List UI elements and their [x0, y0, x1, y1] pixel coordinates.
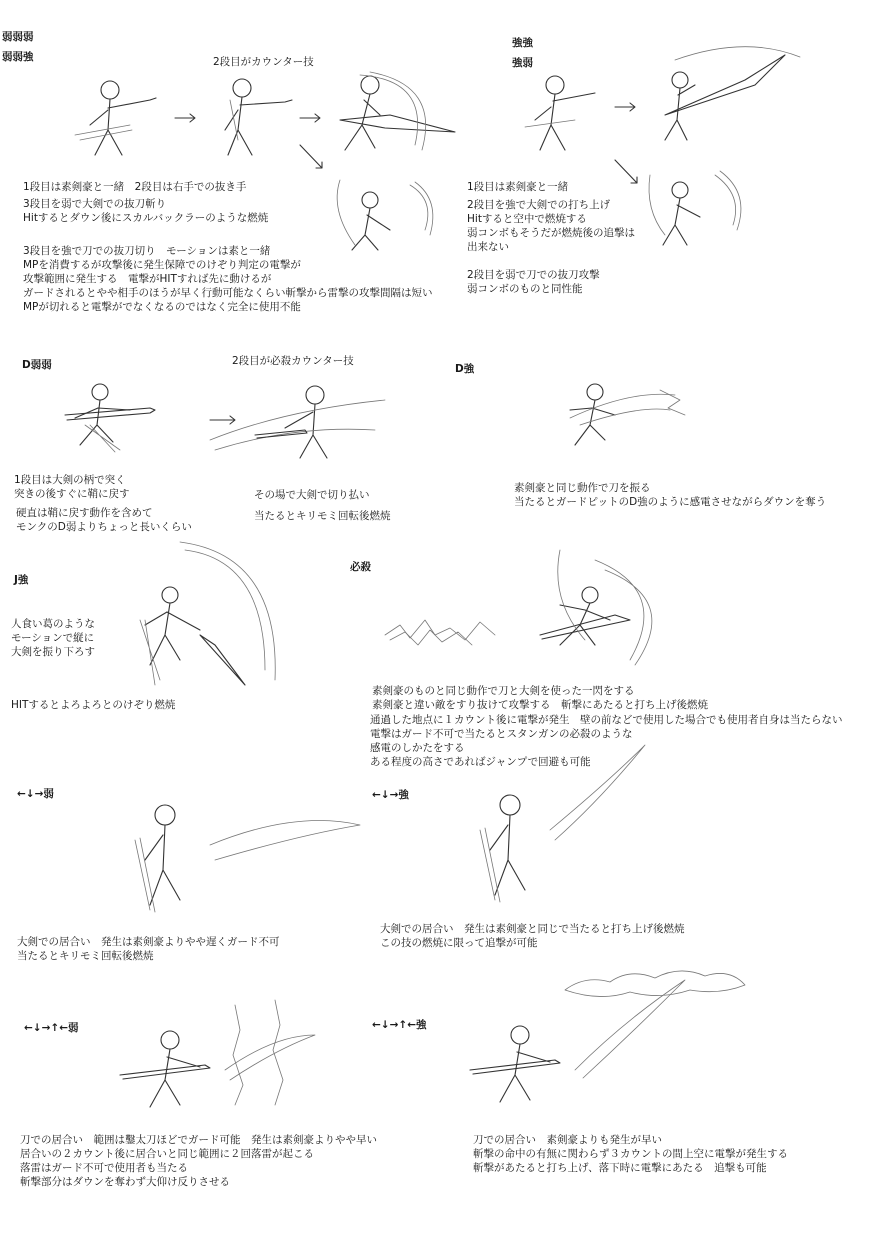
sec1-text-3: 3段目を強で刀での抜刀切り モーションは素と一緒 MPを消費するが攻撃後に発生保障でのけぞり判定の電撃が 攻撃範囲に発生する 電撃がHITすれば先に動けるが ガードされるとやや相手のほうが早く行動可能なくらい斬撃から雷撃の攻撃間隔は短い MPが切れると電撃がでなくなるのではなく完全に使用不能	[23, 245, 433, 313]
sec5-text: 人食い葛のような モーションで縦に 大剣を振り下ろす	[11, 618, 95, 658]
sketch-super-weak	[115, 995, 335, 1115]
sec7-text: 大剣での居合い 発生は素剣豪よりやや遅くガード不可 当たるとキリモミ回転後燃焼	[17, 936, 280, 962]
heading-jk: J強	[14, 574, 29, 586]
heading-super-strong: ←↓→↑←強	[372, 1019, 427, 1031]
sec2-text-2: 2段目を強で大剣での打ち上げ Hitすると空中で燃焼する 弱コンボもそうだが燃焼後の追撃は 出来ない	[467, 199, 635, 253]
sec1-text-2: 3段目を弱で大剣での抜刀斬り Hitするとダウン後にスカルバックラーのような燃焼	[23, 198, 269, 224]
sec3-right-text: その場で大剣で切り払い	[254, 489, 370, 501]
heading-djj: D弱弱	[22, 359, 52, 371]
sec6-text: 素剣豪のものと同じ動作で刀と大剣を使った一閃をする 素剣豪と違い敵をすり抜けて攻撃する 斬撃にあたると打ち上げ後燃焼	[372, 685, 708, 711]
heading-kk: 強強	[512, 37, 533, 49]
heading-kj: 強弱	[512, 57, 533, 69]
sketch-super-strong	[465, 960, 765, 1120]
sec3-left-text: 1段目は大剣の柄で突く 突きの後すぐに鞘に戻す	[14, 474, 130, 500]
caption-special-counter: 2段目が必殺カウンター技	[232, 355, 354, 367]
sketch-special	[380, 540, 700, 680]
caption-counter: 2段目がカウンター技	[213, 56, 314, 68]
heading-qcb-strong: ←↓→強	[372, 789, 409, 801]
sec6-text-2: 通過した地点に１カウント後に電撃が発生 壁の前などで使用した場合でも使用者自身は当たらない 電撃はガード不可で当たるとスタンガンの必殺のような 感電のしかたをする ある程度の高さであればジャンプで回避も可能	[370, 714, 843, 768]
sec1-text: 1段目は素剣豪と一緒 2段目は右手での抜き手	[23, 181, 247, 193]
sec9-text: 刀での居合い 範囲は鑿太刀ほどでガード可能 発生は素剣豪よりやや早い 居合いの２カウント後に居合いと同じ範囲に２回落雷が起こる 落雷はガード不可で使用者も当たる 斬撃部分はダウンを奪わず大仰け反りさせる	[20, 1134, 377, 1188]
sketch-d-weak	[55, 380, 385, 470]
sec2-text: 1段目は素剣豪と一緒	[467, 181, 569, 193]
sketch-d-strong	[550, 380, 700, 460]
heading-dk: D強	[455, 363, 475, 375]
sketch-qcb-strong	[470, 740, 670, 910]
sec3-right-text-2: 当たるとキリモミ回転後燃焼	[254, 510, 391, 522]
sec4-text: 素剣豪と同じ動作で刀を振る 当たるとガードピットのD強のように感電させながらダウンを奪う	[514, 482, 827, 508]
heading-qcb-weak: ←↓→弱	[17, 788, 54, 800]
sec10-text: 刀での居合い 素剣豪よりも発生が早い 斬撃の命中の有無に関わらず３カウントの間上空に電撃が発生する 斬撃があたると打ち上げ、落下時に電撃にあたる 追撃も可能	[473, 1134, 788, 1174]
sec3-left-text-2: 硬直は鞘に戻す動作を含めて モンクのD弱よりちょっと長いくらい	[16, 507, 192, 533]
heading-jjj: 弱弱弱	[2, 31, 34, 43]
heading-jjk: 弱弱強	[2, 51, 34, 63]
sketch-j-strong	[125, 540, 285, 690]
heading-special: 必殺	[350, 561, 371, 573]
sec5-note: HITするとよろよろとのけぞり燃焼	[11, 699, 176, 711]
heading-super-weak: ←↓→↑←弱	[24, 1022, 79, 1034]
sec8-text: 大剣での居合い 発生は素剣豪と同じで当たると打ち上げ後燃焼 この技の燃焼に限って追撃が可能	[380, 923, 685, 949]
sec2-text-3: 2段目を弱で刀での抜刀攻撃 弱コンボのものと同性能	[467, 269, 600, 295]
sketch-qcb-weak	[125, 800, 365, 920]
